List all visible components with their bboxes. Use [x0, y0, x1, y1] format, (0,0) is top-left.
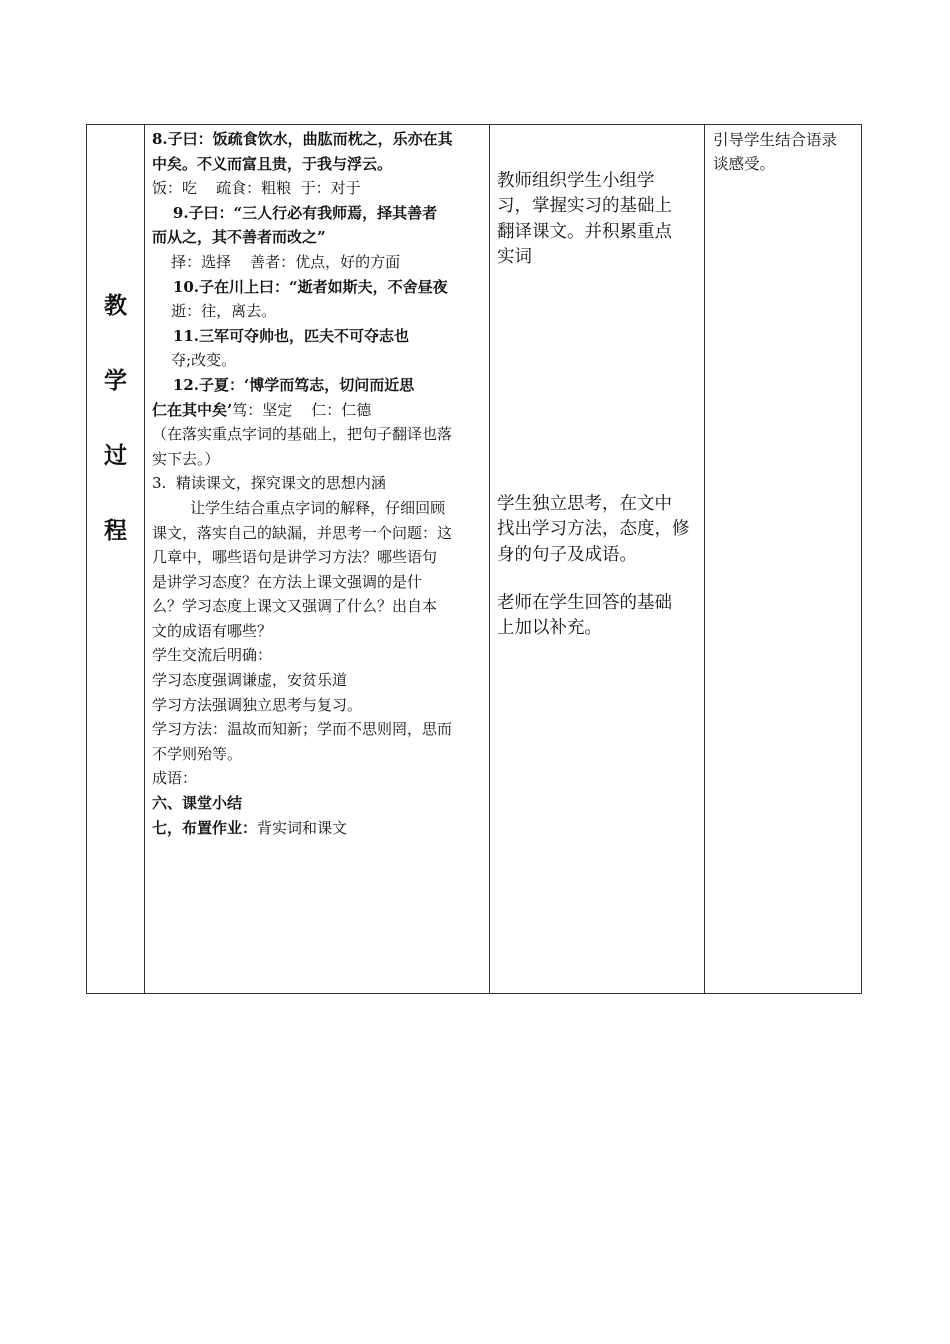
column-divider	[144, 125, 145, 993]
content-line-text: 9.子曰：“三人行必有我师焉，择其善者	[152, 203, 438, 222]
content-line-text: 么？学习态度上课文又强调了什么？出自本	[152, 597, 438, 616]
section-label-char: 程	[104, 517, 127, 544]
content-line	[152, 717, 484, 742]
content-line	[152, 275, 484, 300]
content-line-text: 学生交流后明确：	[152, 646, 273, 665]
content-line-suffix: 背实词和课文	[257, 818, 348, 837]
activity-line: 学生独立思考，在文中	[497, 494, 672, 514]
content-line	[152, 668, 484, 693]
content-line-text: 逝：往，离去。	[152, 302, 277, 321]
intent-line: 谈感受。	[713, 155, 776, 173]
activity-line: 找出学习方法，态度，修	[497, 519, 690, 540]
content-line	[152, 521, 484, 546]
content-line-text: 3. 精读课文，探究课文的思想内涵	[152, 474, 386, 493]
section-label-char: 学	[104, 367, 127, 394]
content-line	[152, 398, 484, 423]
content-line-text: （在落实重点字词的基础上，把句子翻译也落	[152, 425, 453, 444]
content-line-text: 8.子曰：饭疏食饮水，曲肱而枕之，乐亦在其	[152, 130, 453, 148]
content-line	[152, 176, 484, 201]
content-line-text: 12.子夏：‘博学而笃志，切问而近思	[152, 375, 415, 394]
content-line	[152, 496, 484, 521]
content-line	[152, 471, 484, 496]
content-line-text: 饭：吃 疏食：粗粮 于：对于	[152, 179, 361, 198]
activity-line: 教师组织学生小组学	[497, 171, 655, 191]
content-line-text: 让学生结合重点字词的解释，仔细回顾	[152, 498, 446, 517]
activity-line: 老师在学生回答的基础	[497, 593, 672, 613]
content-line	[152, 447, 484, 472]
content-line	[152, 570, 484, 595]
design-intent	[713, 128, 859, 176]
content-line-text: 课文，落实自己的缺漏，并思考一个问题：这	[152, 523, 453, 542]
content-line-text: 仁在其中矣’	[152, 400, 233, 419]
section-label-char: 过	[104, 442, 127, 469]
content-line-text: 10.子在川上曰：“逝者如斯夫，不舍昼夜	[152, 277, 448, 296]
content-line-text: 择：选择 善者：优点，好的方面	[152, 252, 401, 271]
content-line	[152, 201, 484, 226]
content-line	[152, 127, 484, 152]
content-line-text: 是讲学习态度？在方法上课文强调的是什	[152, 572, 423, 591]
content-line-text: 六、课堂小结	[152, 794, 243, 813]
section-label	[87, 125, 144, 993]
content-line	[152, 152, 484, 177]
content-line-text: 文的成语有哪些？	[152, 621, 273, 640]
content-line	[152, 250, 484, 275]
content-line	[152, 594, 484, 619]
activity-line: 上加以补充。	[497, 618, 602, 639]
content-line-text: 中矣。不义而富且贵，于我与浮云。	[152, 154, 393, 173]
content-line	[152, 816, 484, 841]
teaching-content	[152, 127, 484, 840]
content-line	[152, 791, 484, 816]
content-line	[152, 693, 484, 718]
content-line	[152, 545, 484, 570]
activity-block-teacher-supplement	[497, 591, 700, 642]
content-line-text: 几章中，哪些语句是讲学习方法？哪些语句	[152, 548, 438, 567]
section-label-char: 教	[104, 292, 127, 319]
column-divider	[489, 125, 490, 993]
content-line-text: 11.三军可夺帅也，匹夫不可夺志也	[152, 326, 409, 345]
content-line-text: 学习态度强调谦虚，安贫乐道	[152, 671, 348, 690]
content-line	[152, 324, 484, 349]
column-divider	[704, 125, 705, 993]
activity-line: 实词	[497, 247, 532, 268]
activity-block-group-study	[497, 169, 700, 271]
activity-line: 身的句子及成语。	[497, 544, 637, 565]
content-line	[152, 422, 484, 447]
content-line	[152, 742, 484, 767]
content-line	[152, 373, 484, 398]
content-line	[152, 348, 484, 373]
content-line-text: 七，布置作业：	[152, 818, 258, 837]
activity-line: 习，掌握实习的基础上	[497, 196, 672, 217]
content-line-text: 学习方法强调独立思考与复习。	[152, 695, 363, 714]
content-line-text: 实下去。）	[152, 449, 220, 468]
content-line-text: 不学则殆等。	[152, 744, 243, 763]
content-line-text: 学习方法：温故而知新；学而不思则罔，思而	[152, 720, 453, 739]
content-line	[152, 225, 484, 250]
lesson-plan-table	[86, 124, 862, 994]
content-line-text: 成语：	[152, 769, 198, 788]
activity-line: 翻译课文。并积累重点	[497, 221, 672, 242]
content-line	[152, 766, 484, 791]
content-line-suffix: 笃：坚定 仁：仁德	[232, 400, 372, 419]
content-line	[152, 299, 484, 324]
activity-block-independent-thinking	[497, 492, 700, 568]
content-line	[152, 619, 484, 644]
content-line	[152, 643, 484, 668]
content-line-text: 夺;改变。	[152, 351, 237, 370]
intent-line: 引导学生结合语录	[713, 131, 838, 149]
content-line-text: 而从之，其不善者而改之”	[152, 228, 326, 247]
